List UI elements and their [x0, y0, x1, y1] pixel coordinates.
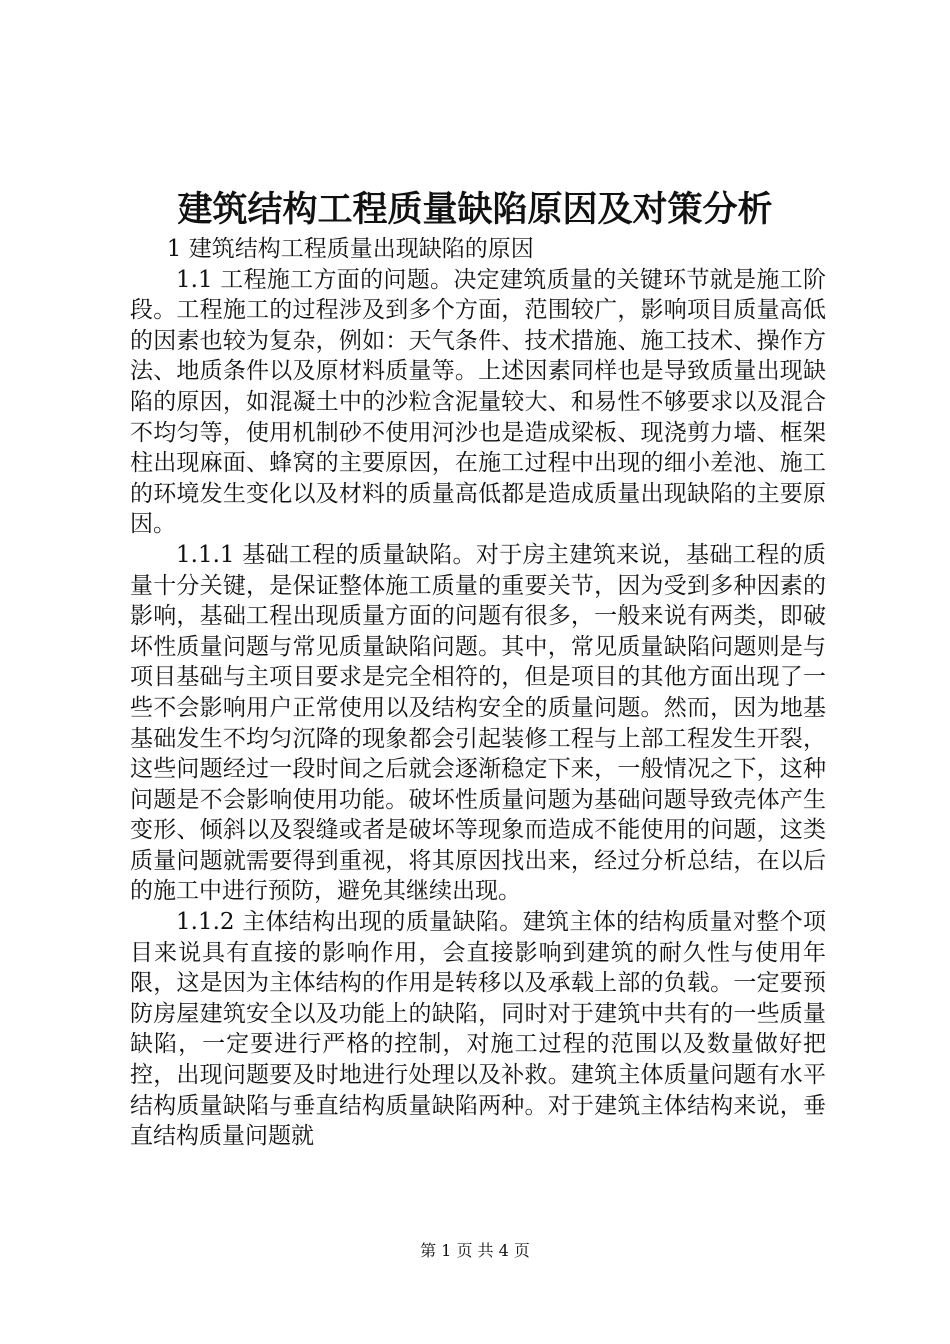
paragraph-1-1-2: 1.1.2 主体结构出现的质量缺陷。建筑主体的结构质量对整个项目来说具有直接的影响作用，会直接影响到建筑的耐久性与使用年限，这是因为主体结构的作用是转移以及承载上部的负载。一定要预防房屋建筑安全以及功能上的缺陷，同时对于建筑中共有的一些质量缺陷，一定要进行严格的控制，对施工过程的范围以及数量做好把控，出现问题要及时地进行处理以及补救。建筑主体质量问题有水平结构质量缺陷与垂直结构质量缺陷两种。对于建筑主体结构来说，垂直结构质量问题就 — [130, 909, 826, 1150]
paragraph-1-1: 1.1 工程施工方面的问题。决定建筑质量的关键环节就是施工阶段。工程施工的过程涉及到多个方面，范围较广，影响项目质量高低的因素也较为复杂，例如：天气条件、技术措施、施工技术、操作方法、地质条件以及原材料质量等。上述因素同样也是导致质量出现缺陷的原因，如混凝土中的沙粒含泥量较大、和易性不够要求以及混合不均匀等，使用机制砂不使用河沙也是造成梁板、现浇剪力墙、框架柱出现麻面、蜂窝的主要原因，在施工过程中出现的细小差池、施工的环境发生变化以及材料的质量高低都是造成质量出现缺陷的主要原因。 — [130, 266, 826, 538]
section-heading: 1 建筑结构工程质量出现缺陷的原因 — [166, 236, 534, 262]
document-body — [130, 234, 826, 1152]
paragraph-1-1-1: 1.1.1 基础工程的质量缺陷。对于房主建筑来说，基础工程的质量十分关键，是保证整体施工质量的重要关节，因为受到多种因素的影响，基础工程出现质量方面的问题有很多，一般来说有两类，即破坏性质量问题与常见质量缺陷问题。其中，常见质量缺陷问题则是与项目基础与主项目要求是完全相符的，但是项目的其他方面出现了一些不会影响用户正常使用以及结构安全的质量问题。然而，因为地基基础发生不均匀沉降的现象都会引起装修工程与上部工程发生开裂，这些问题经过一段时间之后就会逐渐稳定下来，一般情况之下，这种问题是不会影响使用功能。破坏性质量问题为基础问题导致壳体产生变形、倾斜以及裂缝或者是破坏等现象而造成不能使用的问题，这类质量问题就需要得到重视，将其原因找出来，经过分析总结，在以后的施工中进行预防，避免其继续出现。 — [130, 541, 826, 905]
page-footer: 第 1 页 共 4 页 — [420, 1241, 530, 1260]
document-title: 建筑结构工程质量缺陷原因及对策分析 — [177, 189, 773, 230]
